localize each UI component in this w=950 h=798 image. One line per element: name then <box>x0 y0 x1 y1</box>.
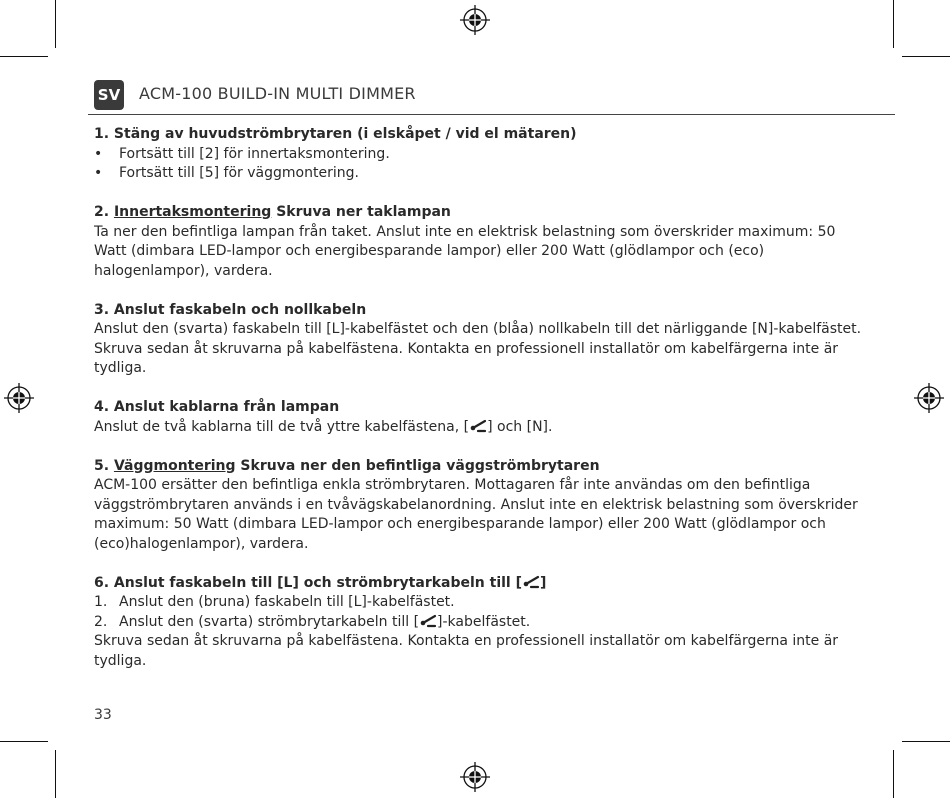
heading-keyword: Väggmontering <box>113 457 236 474</box>
step-6-heading <box>94 574 864 594</box>
crop-mark <box>0 741 48 742</box>
switch-symbol-icon <box>522 575 540 589</box>
step-4 <box>94 398 864 437</box>
step-6-list <box>94 593 864 632</box>
step-3-heading: 3. Anslut faskabeln och nollkabeln <box>94 301 367 318</box>
bullet: • <box>94 145 103 162</box>
crop-mark <box>55 0 56 48</box>
crop-mark <box>55 750 56 798</box>
crop-mark <box>893 0 894 48</box>
step-2-body: Ta ner den befintliga lampan från taket. Anslut inte en elektrisk belastning som överskrider maximum: 50 Watt (dimbara LED-lampor och energibesparande lampor) eller 200 Watt (glödlampor och (eco) halogenlampor), vardera. <box>94 223 836 279</box>
bullet: • <box>94 165 103 181</box>
step-4-body <box>94 418 864 438</box>
heading-text: Skruva <box>271 204 332 220</box>
body-text: Anslut de två kablarna till de två yttre kabelfästena, [ <box>94 418 470 435</box>
crop-mark <box>893 750 894 798</box>
step-5-body: ACM-100 ersätter den befintliga enkla strömbrytaren. Mottagaren får inte användas om den befintliga väggströmbrytaren används i en tvåvägskabelanordning. Anslut inte en elektrisk belastning som överskrider maximum: 50 Watt (dimbara LED-lampor och energibesparande lampor) eller 200 Watt (glödlampor och (eco)halogenlampor), vardera. <box>94 477 858 552</box>
step-number: 5. <box>94 457 114 474</box>
registration-mark-icon <box>460 5 490 35</box>
heading-text: ner taklampan <box>331 204 451 220</box>
registration-mark-icon <box>914 383 944 413</box>
instructions-body <box>94 125 864 671</box>
header-divider <box>88 114 895 115</box>
switch-symbol-icon <box>469 419 487 433</box>
step-2-heading <box>94 203 864 223</box>
list-item-text: Fortsätt till [5] för väggmontering. <box>119 165 359 181</box>
step-3 <box>94 301 864 379</box>
body-text: ] och [N]. <box>487 418 553 435</box>
heading-keyword: Innertaksmontering <box>113 204 272 220</box>
step-4-heading: 4. Anslut kablarna från lampan <box>94 399 340 415</box>
step-6 <box>94 574 864 672</box>
heading-text: Skruva ner den befintliga väggströmbrytaren <box>235 457 600 474</box>
list-item-text: ]-kabelfästet. <box>437 613 531 630</box>
step-1 <box>94 125 864 184</box>
list-item <box>94 593 864 613</box>
list-item-text: Anslut den (svarta) strömbrytarkabeln till [ <box>119 613 420 630</box>
list-item <box>94 164 864 184</box>
list-item <box>94 145 864 165</box>
list-number: 1. <box>94 594 108 610</box>
list-item-text: Anslut den (bruna) faskabeln till [L]-kabelfästet. <box>119 594 455 610</box>
list-item-text: Fortsätt till [2] för innertaksmontering. <box>119 145 390 162</box>
step-1-list <box>94 145 864 184</box>
step-5 <box>94 457 864 555</box>
heading-text: 6. Anslut faskabeln till [L] och strömbrytarkabeln till [ <box>94 574 523 591</box>
heading-text: ] <box>540 574 547 591</box>
list-number: 2. <box>94 613 108 630</box>
language-badge: SV <box>94 80 124 110</box>
step-2 <box>94 203 864 281</box>
crop-mark <box>902 741 950 742</box>
registration-mark-icon <box>4 383 34 413</box>
step-number: 2. <box>94 204 114 220</box>
page-title: ACM-100 BUILD-IN MULTI DIMMER <box>139 84 416 103</box>
crop-mark <box>902 56 950 57</box>
registration-mark-icon <box>460 762 490 792</box>
step-1-heading: 1. Stäng av huvudströmbrytaren (i elskåpet / vid el mätaren) <box>94 126 577 142</box>
step-5-heading <box>94 457 864 477</box>
switch-symbol-icon <box>419 614 437 628</box>
crop-mark <box>0 56 48 57</box>
page-number: 33 <box>94 707 112 723</box>
list-item <box>94 613 864 633</box>
step-6-body: Skruva sedan åt skruvarna på kabelfästena. Kontakta en professionell installatör om kabelfärgerna inte är tydliga. <box>94 633 839 669</box>
step-3-body: Anslut den (svarta) faskabeln till [L]-kabelfästet och den (blåa) nollkabeln till det närliggande [N]-kabelfästet. Skruva sedan åt skruvarna på kabelfästena. Kontakta en professionell installatör om kabelfärgerna inte är tydliga. <box>94 321 862 376</box>
